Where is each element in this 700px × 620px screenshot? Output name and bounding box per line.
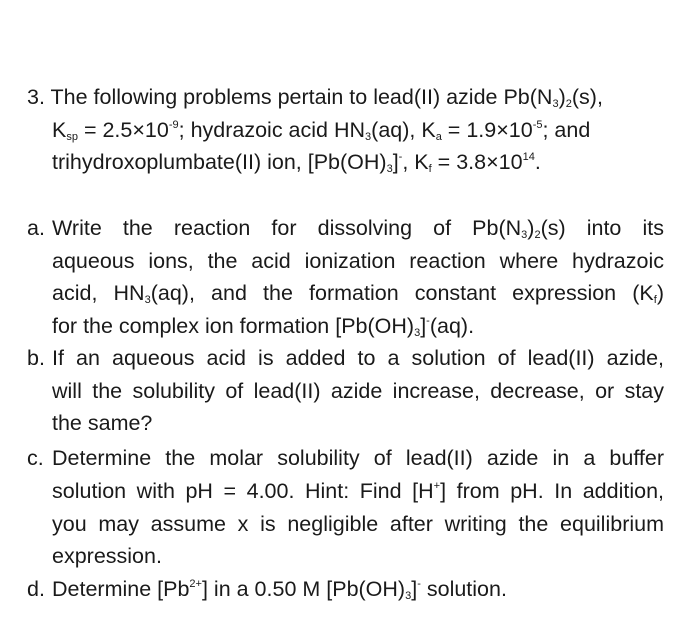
part-c-line-1: Determine the molar solubility of lead(II) azide in a buffer	[52, 446, 664, 470]
part-c-line-3: you may assume x is negligible after writing the equilibrium	[52, 512, 664, 536]
part-c-line-2: solution with pH = 4.00. Hint: Find [H+] from pH. In addition,	[52, 479, 665, 503]
problem-intro-line-2: $K_{sp} = 2.5\times 10^{-9}$; hydrazoic acid $HN_3(aq)$, $K_a = 1.9\times 10^{-5}$; and	[52, 118, 591, 143]
part-d-label: d.	[27, 577, 45, 601]
part-c-line-4: expression.	[52, 544, 162, 568]
part-a-line-4: for the complex ion formation $[Pb(OH)_3]^-(aq)$.	[52, 314, 475, 339]
part-b-line-1: If an aqueous acid is added to a solution of lead(II) azide,	[52, 346, 664, 370]
part-d-line-1: Determine $[Pb^{2+}]$ in a 0.50 M $[Pb(OH)_3]^-$ solution.	[52, 577, 507, 602]
part-b-line-3: the same?	[52, 411, 153, 435]
part-a-line-2: aqueous ions, the acid ionization reaction where hydrazoic	[52, 249, 664, 273]
problem-intro-line-3: trihydroxoplumbate(II) ion, $[Pb(OH)_3]^-$, $K_f = 3.8\times 10^{14}$.	[52, 150, 541, 175]
part-b-label: b.	[27, 346, 45, 370]
problem-intro-line-1: 3. The following problems pertain to lead(II) azide $Pb(N_3)_2(s)$,	[27, 85, 603, 110]
part-c-label: c.	[27, 446, 44, 470]
problem-number: 3.	[27, 85, 45, 109]
part-a-line-1: Write the reaction for dissolving of $Pb(N_3)_2(s)$ into its	[52, 216, 664, 241]
part-b-line-2: will the solubility of lead(II) azide increase, decrease, or stay	[52, 379, 664, 403]
part-a-label: a.	[27, 216, 45, 240]
part-a-line-3: acid, $HN_3(aq)$, and the formation constant expression $(K_f)$	[52, 281, 664, 306]
